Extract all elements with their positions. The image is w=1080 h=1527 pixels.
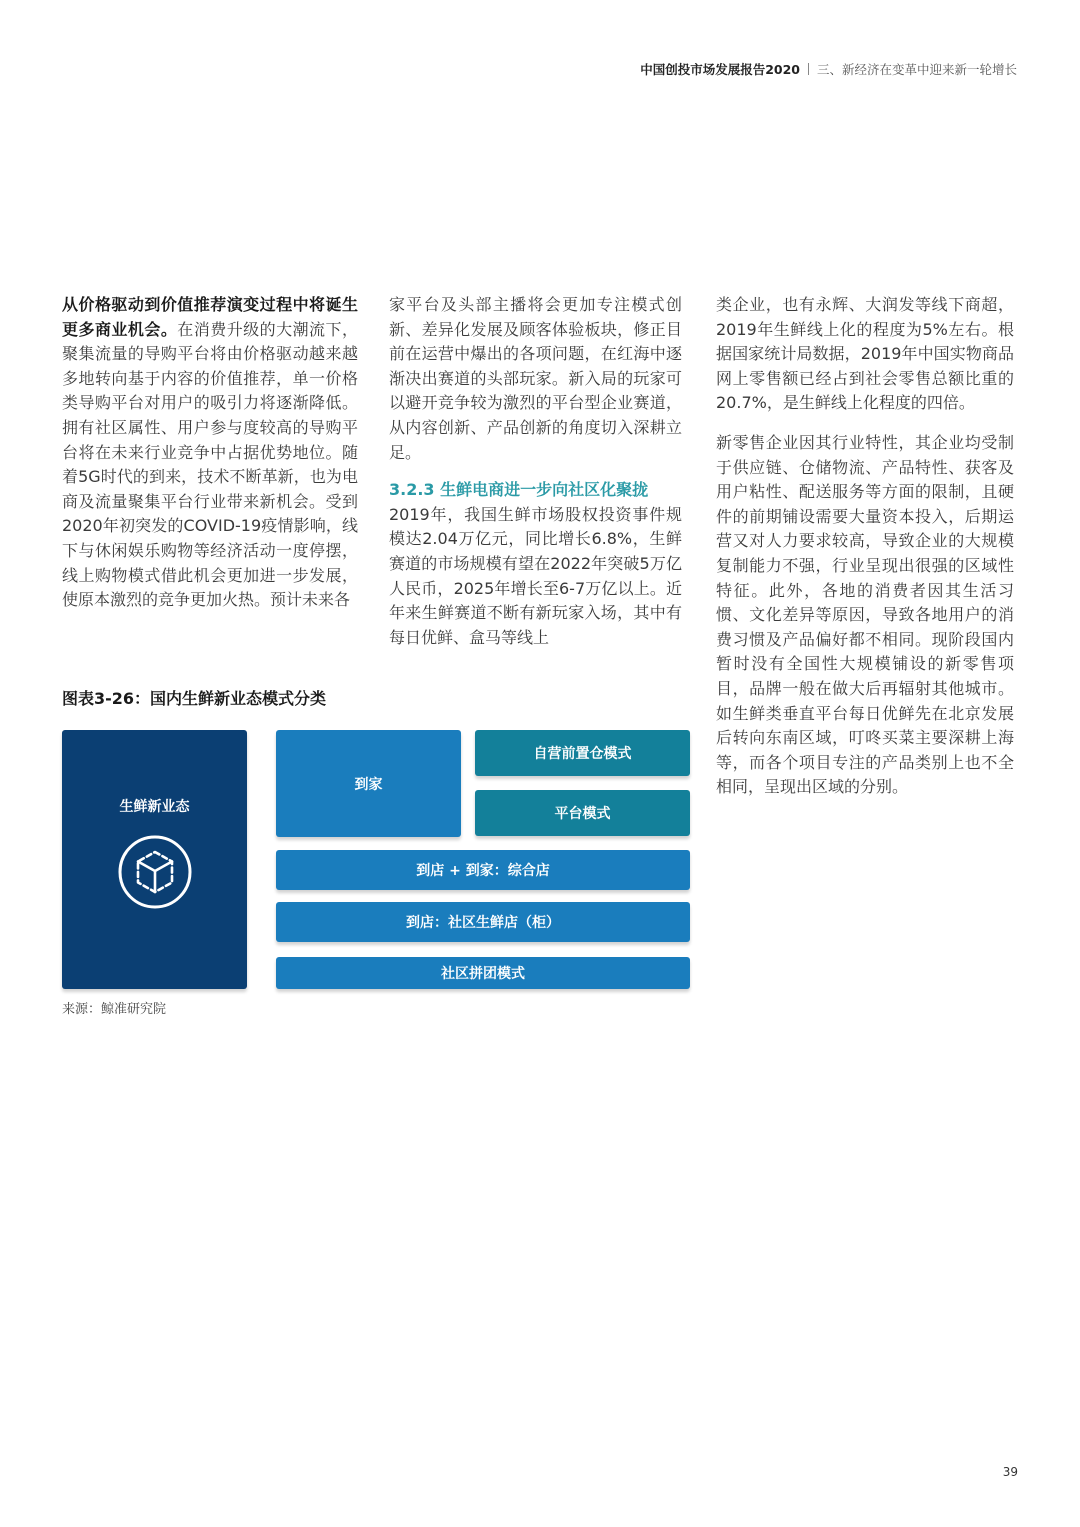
text-column-3	[716, 293, 1014, 800]
page-number: 39	[1002, 1465, 1018, 1479]
section-heading: 3.2.3 生鲜电商进一步向社区化聚拢	[389, 480, 649, 500]
figure-title: 图表3-26：国内生鲜新业态模式分类	[62, 689, 327, 708]
main-category-box	[62, 730, 247, 989]
paragraph: 新零售企业因其行业特性，其企业均受制于供应链、仓储物流、产品特性、获客及用户粘性、配送服务等方面的限制，且硬件的前期铺设需要大量资本投入，后期运营又对人力要求较高，导致企业的大规模复制能力不强，行业呈现出很强的区域性特征。此外，各地的消费者因其生活习惯、文化差异等原因，导致各地用户的消费习惯及产品偏好都不相同。现阶段国内暂时没有全国性大规模铺设的新零售项目，品牌一般在做大后再辐射其他城市。如生鲜类垂直平台每日优鲜先在北京发展后转向东南区域，叮咚买菜主要深耕上海等，而各个项目专注的产品类别上也不全相同，呈现出区域的分别。	[716, 432, 1014, 797]
page-header	[640, 60, 1017, 78]
report-title: 中国创投市场发展报告2020	[640, 62, 800, 77]
paragraph: 类企业，也有永辉、大润发等线下商超，2019年生鲜线上化的程度为5%左右。根据国家统计局数据，2019年中国实物商品网上零售额已经占到社会零售总额比重的20.7%，是生鲜线上化程度的四倍。	[716, 295, 1014, 413]
paragraph: 家平台及头部主播将会更加专注模式创新、差异化发展及顾客体验板块，修正目前在运营中爆出的各项问题，在红海中逐渐决出赛道的头部玩家。新入局的玩家可以避开竞争较为激烈的平台型企业赛道，从内容创新、产品创新的角度切入深耕立足。	[389, 295, 682, 462]
lead-sentence: 从价格驱动到价值推荐演变过程中将诞生更多商业机会。	[62, 295, 358, 339]
daojia-box: 到家	[276, 730, 461, 837]
community-store-box: 到店：社区生鲜店（柜）	[276, 902, 690, 942]
header-divider	[808, 63, 809, 75]
platform-mode-box: 平台模式	[475, 790, 690, 836]
paragraph	[62, 293, 358, 613]
cube-icon	[117, 834, 193, 910]
store-plus-home-box: 到店 + 到家：综合店	[276, 850, 690, 890]
chapter-title: 三、新经济在变革中迎来新一轮增长	[816, 62, 1017, 77]
figure-source: 来源：鲸准研究院	[62, 1002, 167, 1017]
text-column-2	[389, 293, 682, 650]
paragraph-text: 在消费升级的大潮流下，聚集流量的导购平台将由价格驱动越来越多地转向基于内容的价值推荐，单一价格类导购平台对用户的吸引力将逐渐降低。拥有社区属性、用户参与度较高的导购平台将在未来行业竞争中占据优势地位。随着5G时代的到来，技术不断革新，也为电商及流量聚集平台行业带来新机会。受到2020年初突发的COVID-19疫情影响，线下与休闲娱乐购物等经济活动一度停摆，线上购物模式借此机会更加进一步发展，使原本激烈的竞争更加火热。预计未来各	[62, 319, 358, 610]
self-run-warehouse-box: 自营前置仓模式	[475, 730, 690, 776]
text-column-1	[62, 293, 358, 613]
main-category-label: 生鲜新业态	[119, 799, 190, 815]
group-buying-box: 社区拼团模式	[276, 957, 690, 989]
paragraph: 2019年，我国生鲜市场股权投资事件规模达2.04万亿元，同比增长6.8%，生鲜赛道的市场规模有望在2022年突破5万亿人民币，2025年增长至6-7万亿以上。近年来生鲜赛道不断有新玩家入场，其中有每日优鲜、盒马等线上	[389, 504, 682, 647]
